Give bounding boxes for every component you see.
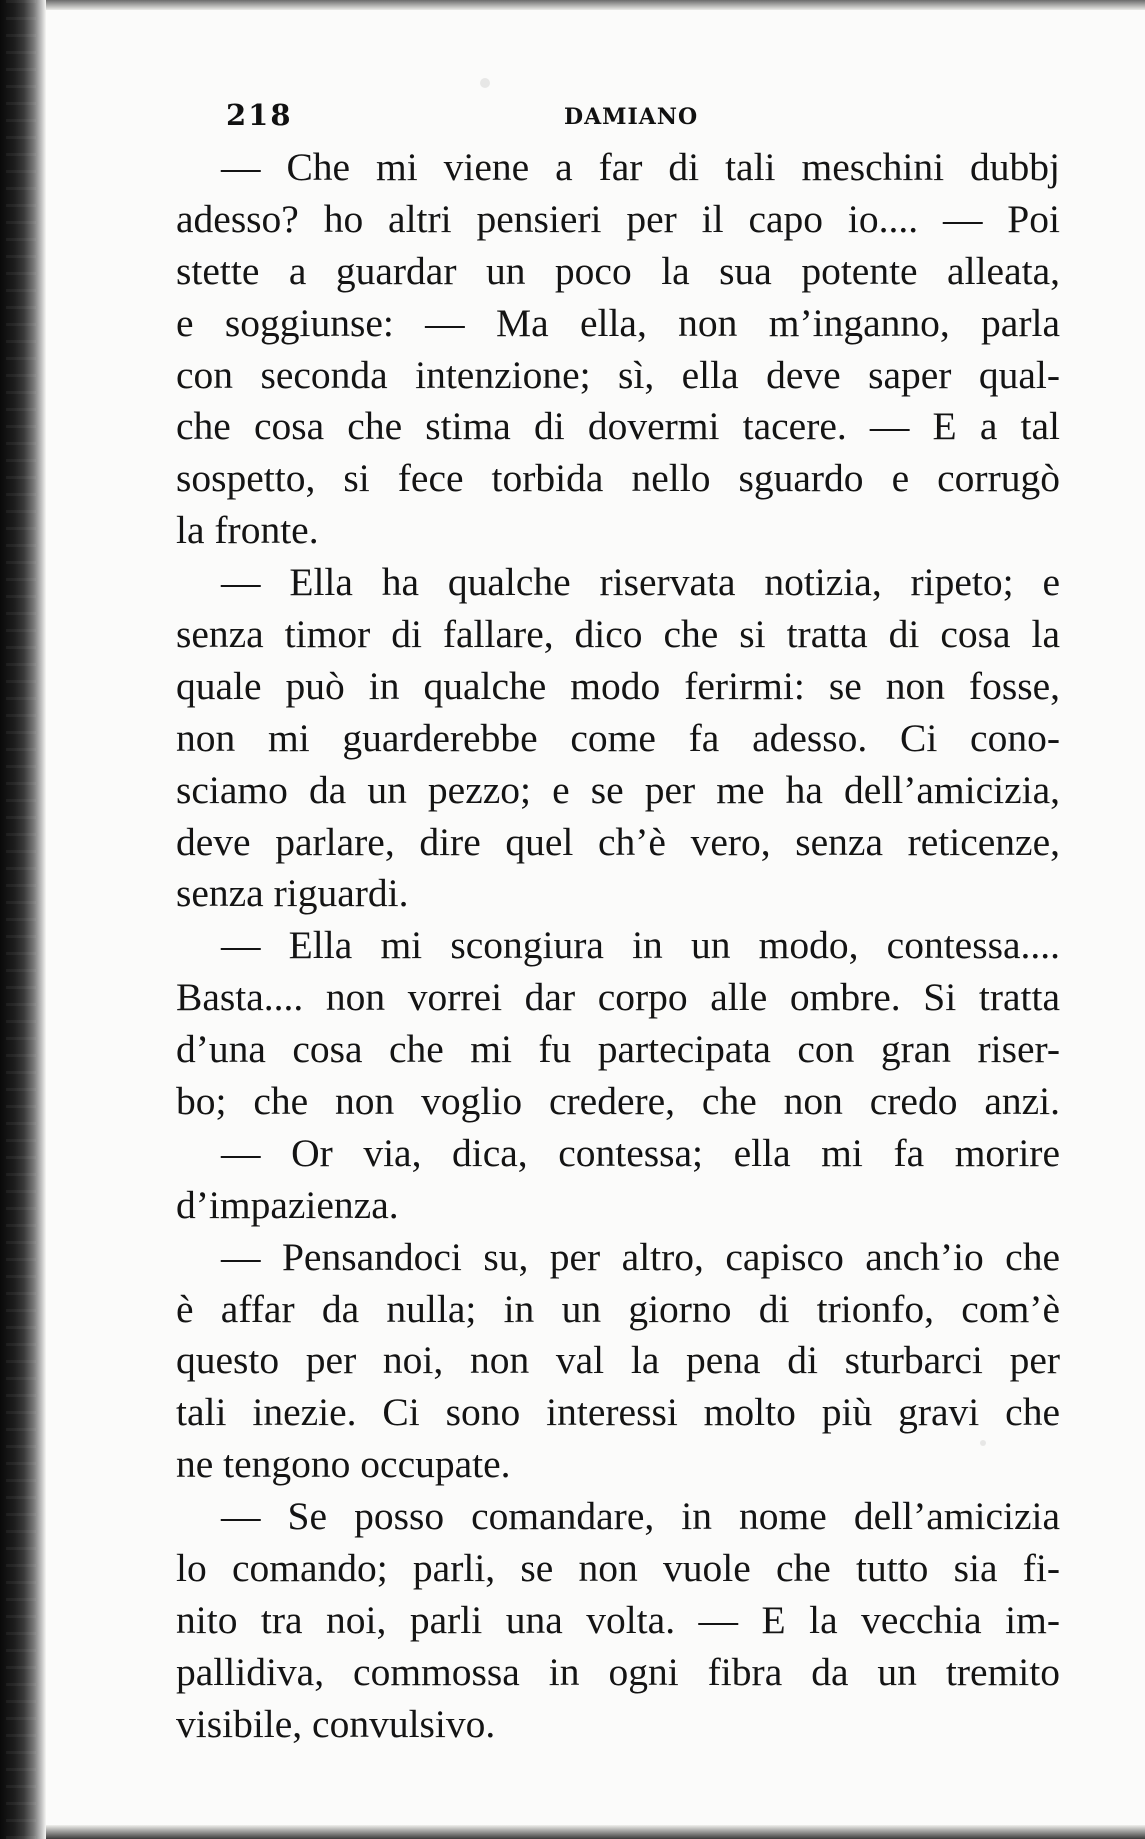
- page-number: 218: [226, 98, 293, 132]
- text-line: senza riguardi.: [176, 871, 409, 916]
- text-line: visibile, convulsivo.: [176, 1701, 496, 1746]
- text-line: ne tengono occupate.: [176, 1442, 511, 1487]
- text-line: questo per noi, non val la pena di sturbarci per: [176, 1338, 1060, 1383]
- text-line: lo comando; parli, se non vuole che tutto sia fi-: [176, 1546, 1060, 1591]
- text-line: sciamo da un pezzo; e se per me ha dell’amicizia,: [176, 767, 1060, 812]
- ink-speck: [480, 78, 490, 88]
- text-line: bo; che non voglio credere, che non credo anzi.: [176, 1079, 1060, 1124]
- text-line: deve parlare, dire quel ch’è vero, senza reticenze,: [176, 819, 1060, 864]
- text-line: Basta.... non vorrei dar corpo alle ombre. Si tratta: [176, 975, 1060, 1020]
- book-binding: [0, 0, 46, 1839]
- text-line: d’una cosa che mi fu partecipata con gran riser-: [176, 1027, 1060, 1072]
- text-line: che cosa che stima di dovermi tacere. — E a tal: [176, 404, 1060, 449]
- text-line: quale può in qualche modo ferirmi: se non fosse,: [176, 663, 1060, 708]
- page-bottom-edge: [46, 1825, 1145, 1839]
- text-line: sospetto, si fece torbida nello sguardo e corrugò: [176, 456, 1060, 501]
- text-line: d’impazienza.: [176, 1182, 399, 1227]
- page-top-edge: [46, 0, 1145, 10]
- text-line: — Or via, dica, contessa; ella mi fa morire: [221, 1130, 1060, 1175]
- text-line: con seconda intenzione; sì, ella deve saper qual-: [176, 352, 1060, 397]
- text-line: nito tra noi, parli una volta. — E la vecchia im-: [176, 1597, 1060, 1642]
- running-title: DAMIANO: [564, 104, 699, 130]
- text-line: è affar da nulla; in un giorno di trionfo, com’è: [176, 1286, 1060, 1331]
- text-line: — Ella ha qualche riservata notizia, ripeto; e: [221, 560, 1060, 605]
- text-line: la fronte.: [176, 508, 319, 553]
- text-line: senza timor di fallare, dico che si tratta di cosa la: [176, 612, 1060, 657]
- text-line: — Ella mi scongiura in un modo, contessa....: [221, 923, 1060, 968]
- text-line: — Se posso comandare, in nome dell’amicizia: [221, 1494, 1060, 1539]
- text-line: — Pensandoci su, per altro, capisco anch’io che: [221, 1234, 1060, 1279]
- text-line: — Che mi viene a far di tali meschini dubbj: [221, 145, 1060, 189]
- text-line: stette a guardar un poco la sua potente alleata,: [176, 248, 1060, 293]
- text-line: non mi guarderebbe come fa adesso. Ci cono-: [176, 715, 1060, 760]
- text-line: pallidiva, commossa in ogni fibra da un tremito: [176, 1649, 1060, 1694]
- text-line: tali inezie. Ci sono interessi molto più gravi che: [176, 1390, 1060, 1435]
- text-body: [176, 142, 1060, 1751]
- text-line: adesso? ho altri pensieri per il capo io.... — Poi: [176, 196, 1060, 241]
- binding-texture: [6, 0, 36, 1839]
- running-head: [226, 98, 1145, 138]
- text-line: e soggiunse: — Ma ella, non m’inganno, parla: [176, 300, 1060, 345]
